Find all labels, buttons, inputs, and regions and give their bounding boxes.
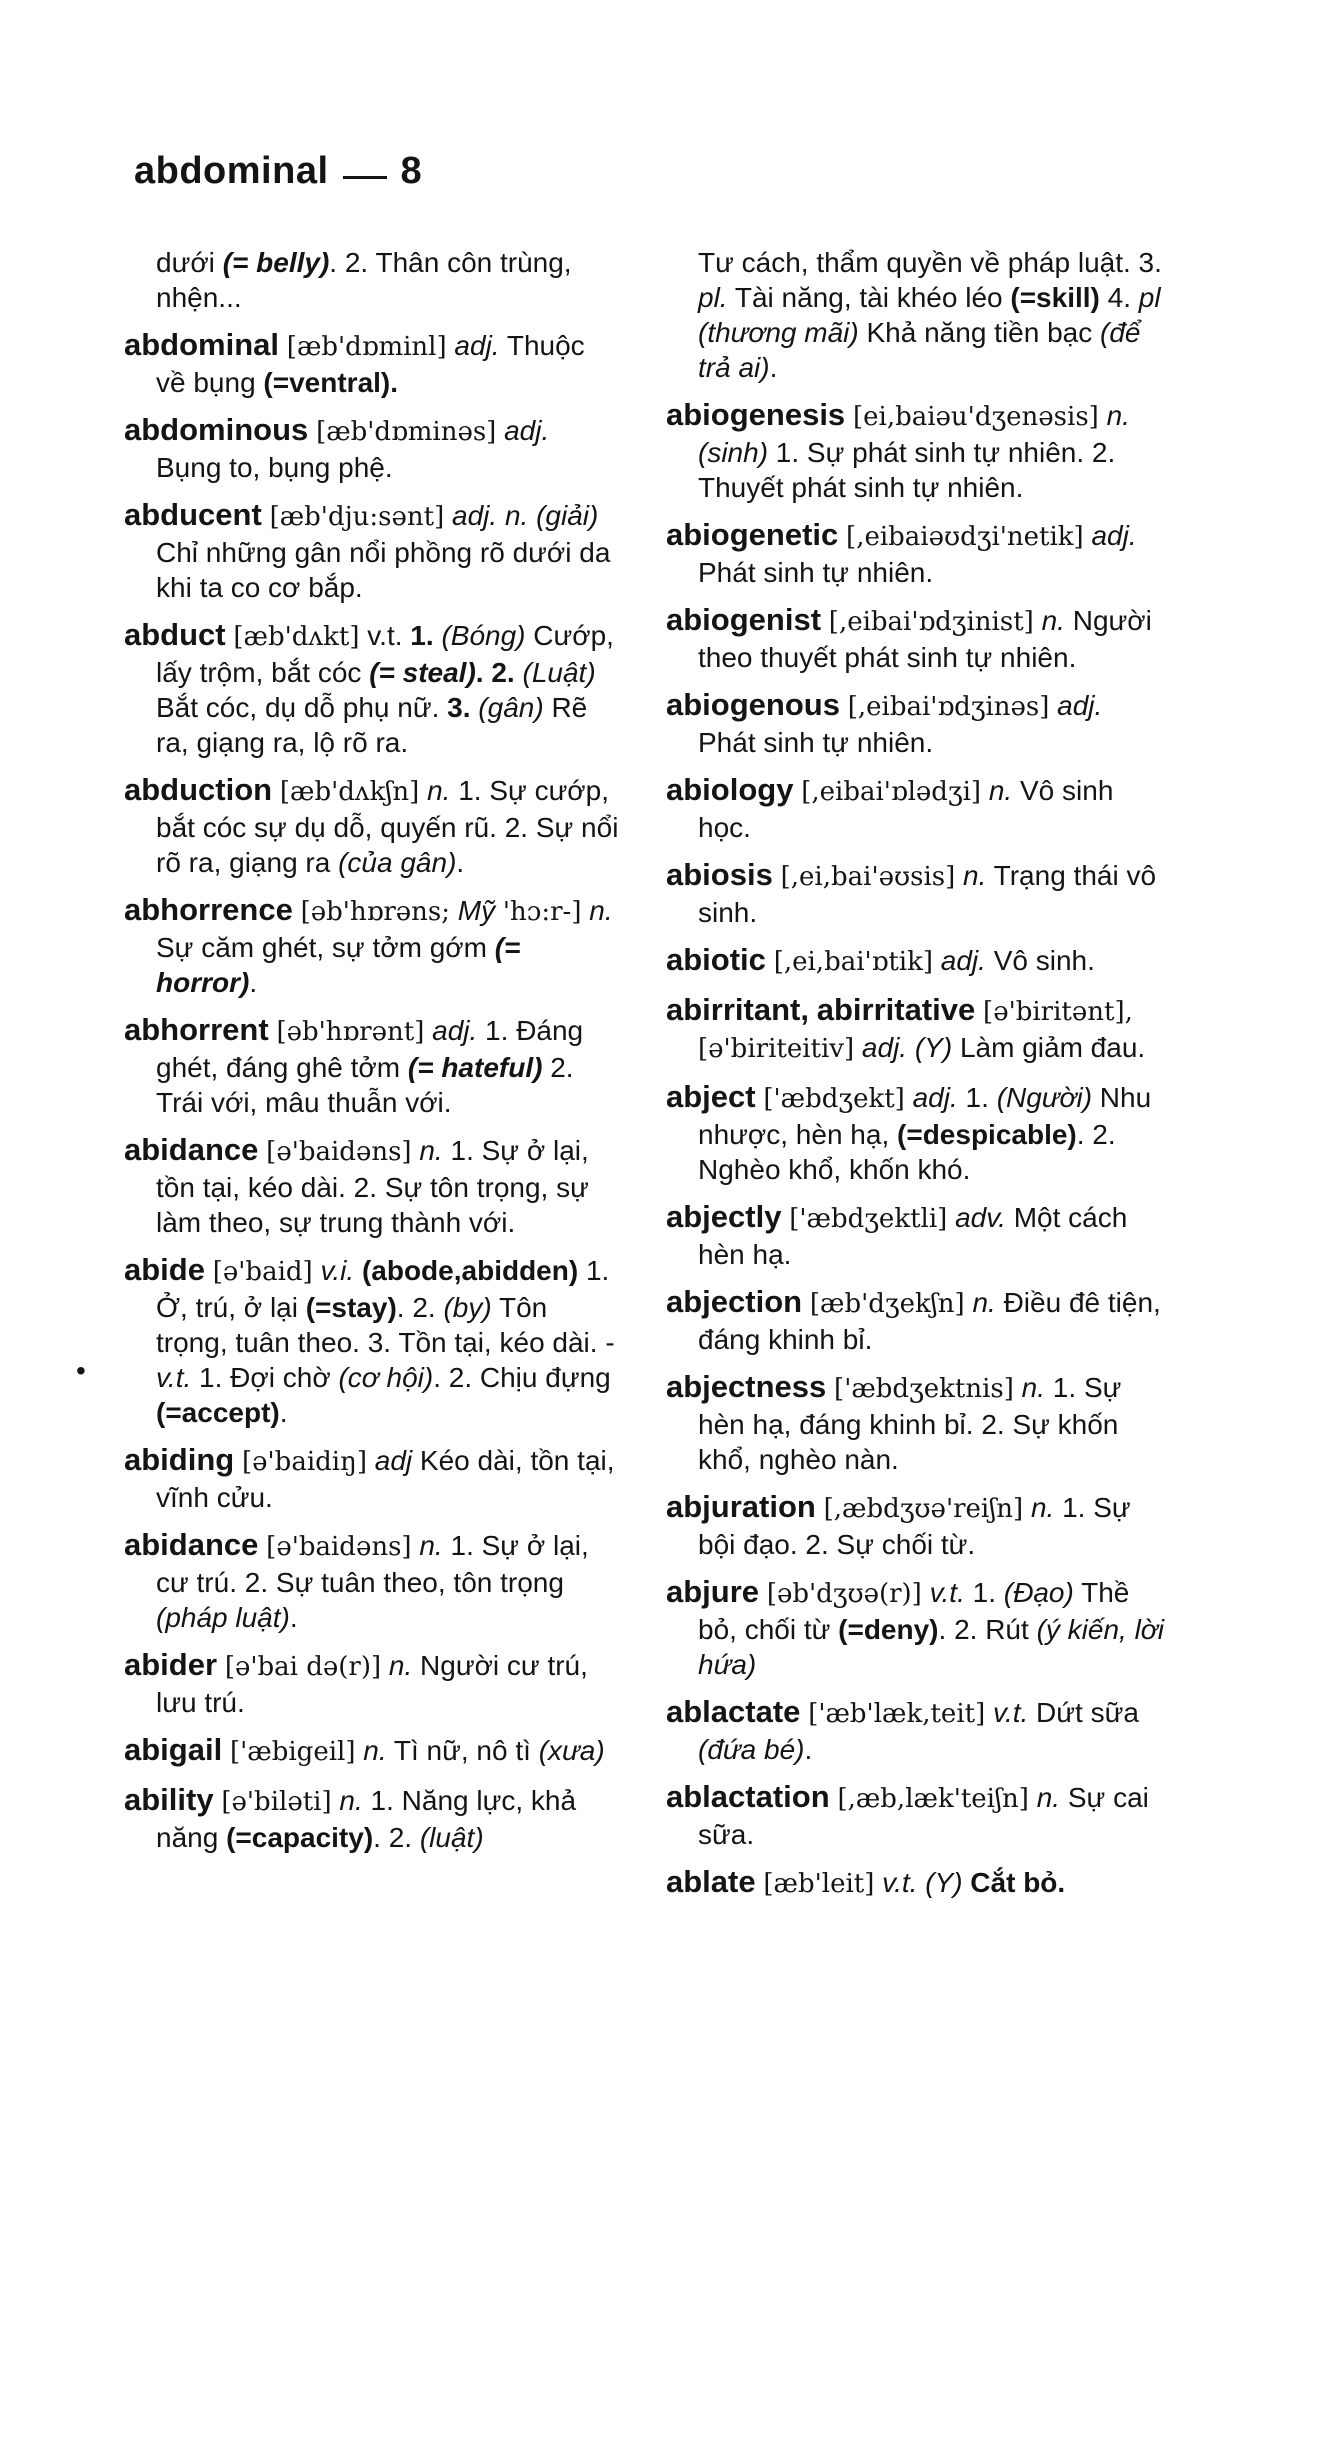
entry-abidance: abidance [ə'baidəns] n. 1. Sự ở lại, tồn tại, kéo dài. 2. Sự tôn trọng, sự làm theo, sự trung thành với.	[124, 1132, 589, 1238]
entry-abjure: abjure [əb'dʒʊə(r)] v.t. 1. (Đạo) Thề bỏ, chối từ (=deny). 2. Rút (ý kiến, lời hứa)	[666, 1574, 1164, 1680]
headword: abjectly	[666, 1199, 782, 1234]
headword: abhorrence	[124, 892, 293, 927]
headword: abiogenesis	[666, 397, 846, 432]
headword: ablate	[666, 1864, 756, 1899]
continued-entry: dưới (= belly). 2. Thân côn trùng, nhện...	[156, 247, 572, 313]
entry-abide: abide [ə'baid] v.i. (abode,abidden) 1. Ở, trú, ở lại (=stay). 2. (by) Tôn trọng, tuân theo. 3. Tồn tại, kéo dài. - v.t. 1. Đợi chờ (cơ hội). 2. Chịu đựng (=accept).	[124, 1252, 615, 1428]
headword: abduction	[124, 772, 273, 807]
entry-abiogenetic: abiogenetic [,eibaiəʊdʒi'netik] adj. Phát sinh tự nhiên.	[666, 517, 1137, 588]
headword: abirritant,	[666, 992, 809, 1027]
headword: ablactation	[666, 1779, 830, 1814]
headword: abjure	[666, 1574, 760, 1609]
right-column	[666, 245, 1166, 1914]
entry-ablate: ablate [æb'leit] v.t. (Y) Cắt bỏ.	[666, 1864, 1066, 1899]
entry-abjectly: abjectly ['æbdʒektli] adv. Một cách hèn hạ.	[666, 1199, 1128, 1270]
entry-abdominous: abdominous [æb'dɒminəs] adj. Bụng to, bụng phệ.	[124, 412, 550, 483]
entry-abhorrent: abhorrent [əb'hɒrənt] adj. 1. Đáng ghét, đáng ghê tởm (= hateful) 2. Trái với, mâu thuẫn với.	[124, 1012, 584, 1118]
entry-abduction: abduction [æb'dʌkʃn] n. 1. Sự cướp, bắt cóc sự dụ dỗ, quyến rũ. 2. Sự nổi rõ ra, giạng ra (của gân).	[124, 772, 619, 878]
headword: abdominal	[124, 327, 280, 362]
page-header	[134, 150, 422, 193]
headword: abidance	[124, 1527, 259, 1562]
headword: abide	[124, 1252, 205, 1287]
entry-abiding: abiding [ə'baidiŋ] adj Kéo dài, tồn tại, vĩnh cửu.	[124, 1442, 615, 1513]
entry-abigail: abigail ['æbigeil] n. Tì nữ, nô tì (xưa)	[124, 1732, 605, 1767]
headword: abhorrent	[124, 1012, 269, 1047]
entry-abjection: abjection [æb'dʒekʃn] n. Điều đê tiện, đáng khinh bỉ.	[666, 1284, 1161, 1355]
entry-abiotic: abiotic [,ei,bai'ɒtik] adj. Vô sinh.	[666, 942, 1095, 977]
entry-abject: abject ['æbdʒekt] adj. 1. (Người) Nhu nhược, hèn hạ, (=despicable). 2. Nghèo khổ, khốn khó.	[666, 1079, 1152, 1185]
entry-ablactation: ablactation [,æb,læk'teiʃn] n. Sự cai sữa.	[666, 1779, 1149, 1850]
headword: abiogenetic	[666, 517, 839, 552]
headword: abject	[666, 1079, 756, 1114]
entry-ability: ability [ə'biləti] n. 1. Năng lực, khả năng (=capacity). 2. (luật)	[124, 1782, 577, 1853]
headword: abidance	[124, 1132, 259, 1167]
entry-abhorrence: abhorrence [əb'hɒrəns; Mỹ 'hɔ:r-] n. Sự căm ghét, sự tởm gớm (= horror).	[124, 892, 613, 998]
headword: abiotic	[666, 942, 766, 977]
headword: ability	[124, 1782, 214, 1817]
margin-mark: •	[76, 1355, 86, 1386]
entry-abiogenist: abiogenist [,eibai'ɒdʒinist] n. Người theo thuyết phát sinh tự nhiên.	[666, 602, 1152, 673]
headword: abiogenist	[666, 602, 822, 637]
headword: abiology	[666, 772, 794, 807]
entry-abiogenous: abiogenous [,eibai'ɒdʒinəs] adj. Phát sinh tự nhiên.	[666, 687, 1103, 758]
headword: abdominous	[124, 412, 309, 447]
entry-abidance-2: abidance [ə'baidəns] n. 1. Sự ở lại, cư trú. 2. Sự tuân theo, tôn trọng (pháp luật).	[124, 1527, 589, 1633]
headword: abducent	[124, 497, 262, 532]
entry-abiogenesis: abiogenesis [ei,baiəu'dʒenəsis] n. (sinh) 1. Sự phát sinh tự nhiên. 2. Thuyết phát sinh tự nhiên.	[666, 397, 1130, 503]
headword: abiosis	[666, 857, 773, 892]
entry-abduct: abduct [æb'dʌkt] v.t. 1. (Bóng) Cướp, lấy trộm, bắt cóc (= steal). 2. (Luật) Bắt cóc, dụ dỗ phụ nữ. 3. (gân) Rẽ ra, giạng ra, lộ rõ ra.	[124, 617, 614, 758]
headword: abjuration	[666, 1489, 816, 1524]
headword-alt: abirritative	[816, 992, 976, 1027]
entry-ablactate: ablactate ['æb'læk,teit] v.t. Dứt sữa (đứa bé).	[666, 1694, 1139, 1765]
headword: abiding	[124, 1442, 235, 1477]
left-column	[124, 245, 619, 1867]
headword: ablactate	[666, 1694, 801, 1729]
page-number: 8	[400, 150, 423, 192]
headword: abjectness	[666, 1369, 827, 1404]
entry-abiosis: abiosis [,ei,bai'əʊsis] n. Trạng thái vô sinh.	[666, 857, 1157, 928]
entry-abdominal: abdominal [æb'dɒminl] adj. Thuộc về bụng (=ventral).	[124, 327, 585, 398]
headword: abigail	[124, 1732, 223, 1767]
entry-abirritant: abirritant, abirritative [ə'biritənt], [ə'biriteitiv] adj. (Y) Làm giảm đau.	[666, 992, 1146, 1064]
entry-abducent: abducent [æb'dju:sənt] adj. n. (giải) Chỉ những gân nổi phồng rõ dưới da khi ta co cơ bắp.	[124, 497, 611, 603]
header-word: abdominal	[134, 150, 329, 192]
header-separator	[343, 176, 387, 179]
entry-abiology: abiology [,eibai'ɒlədʒi] n. Vô sinh học.	[666, 772, 1114, 843]
headword: abider	[124, 1647, 218, 1682]
headword: abduct	[124, 617, 226, 652]
entry-abjuration: abjuration [,æbdʒʊə'reiʃn] n. 1. Sự bội đạo. 2. Sự chối từ.	[666, 1489, 1131, 1560]
entry-abider: abider [ə'bai də(r)] n. Người cư trú, lưu trú.	[124, 1647, 588, 1718]
continued-entry: Tư cách, thẩm quyền về pháp luật. 3. pl. Tài năng, tài khéo léo (=skill) 4. pl (thương mãi) Khả năng tiền bạc (để trả ai).	[698, 247, 1162, 383]
headword: abjection	[666, 1284, 803, 1319]
headword: abiogenous	[666, 687, 840, 722]
entry-abjectness: abjectness ['æbdʒektnis] n. 1. Sự hèn hạ, đáng khinh bỉ. 2. Sự khốn khổ, nghèo nàn.	[666, 1369, 1122, 1475]
